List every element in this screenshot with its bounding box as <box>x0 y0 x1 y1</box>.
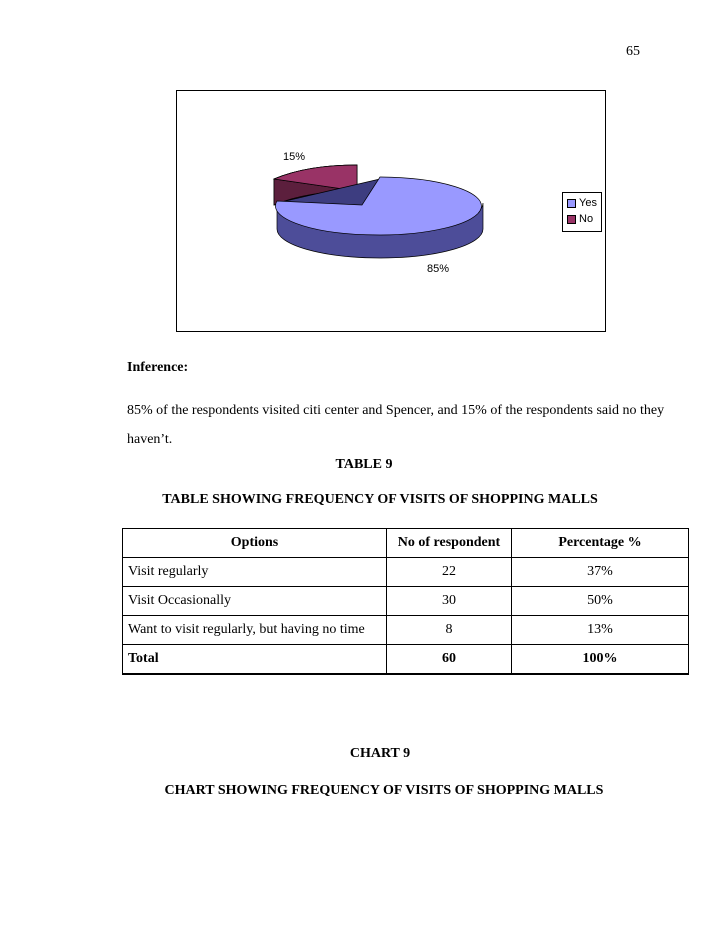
header-percentage: Percentage % <box>512 529 689 558</box>
header-respondents: No of respondent <box>387 529 512 558</box>
table-row <box>123 587 689 616</box>
cell-respondents: 8 <box>387 616 512 645</box>
cell-respondents: 30 <box>387 587 512 616</box>
table-header-row <box>123 529 689 558</box>
page-number: 65 <box>626 44 640 59</box>
data-label-yes: 85% <box>427 263 450 275</box>
cell-percentage: 37% <box>512 558 689 587</box>
legend-item-no <box>567 212 593 226</box>
table-row <box>123 616 689 645</box>
chart-title: CHART SHOWING FREQUENCY OF VISITS OF SHOPPING MALLS <box>164 783 604 798</box>
legend-swatch-no <box>567 215 576 224</box>
cell-percentage: 13% <box>512 616 689 645</box>
data-label-no: 15% <box>283 151 306 163</box>
pie-chart <box>177 91 605 331</box>
legend-label-no: No <box>579 213 594 226</box>
cell-option: Visit regularly <box>123 558 387 587</box>
legend-swatch-yes <box>567 199 576 208</box>
table-row <box>123 558 689 587</box>
table-total-row <box>123 645 689 675</box>
cell-percentage: 50% <box>512 587 689 616</box>
legend-label-yes: Yes <box>579 197 597 210</box>
header-options: Options <box>123 529 387 558</box>
cell-total-percentage: 100% <box>512 645 689 675</box>
table-number: TABLE 9 <box>335 457 393 472</box>
chart-number: CHART 9 <box>349 746 411 761</box>
inference-text: 85% of the respondents visited citi center and Spencer, and 15% of the respondents said no they haven’t. <box>127 403 665 447</box>
pie-chart-frame <box>176 90 606 332</box>
cell-option: Want to visit regularly, but having no time <box>123 616 387 645</box>
chart-legend <box>562 192 602 232</box>
inference-heading: Inference: <box>127 360 189 375</box>
cell-option: Visit Occasionally <box>123 587 387 616</box>
cell-total-label: Total <box>123 645 387 675</box>
legend-item-yes <box>567 196 597 210</box>
cell-respondents: 22 <box>387 558 512 587</box>
frequency-table <box>122 528 689 675</box>
table-title: TABLE SHOWING FREQUENCY OF VISITS OF SHOPPING MALLS <box>162 492 598 507</box>
cell-total-respondents: 60 <box>387 645 512 675</box>
